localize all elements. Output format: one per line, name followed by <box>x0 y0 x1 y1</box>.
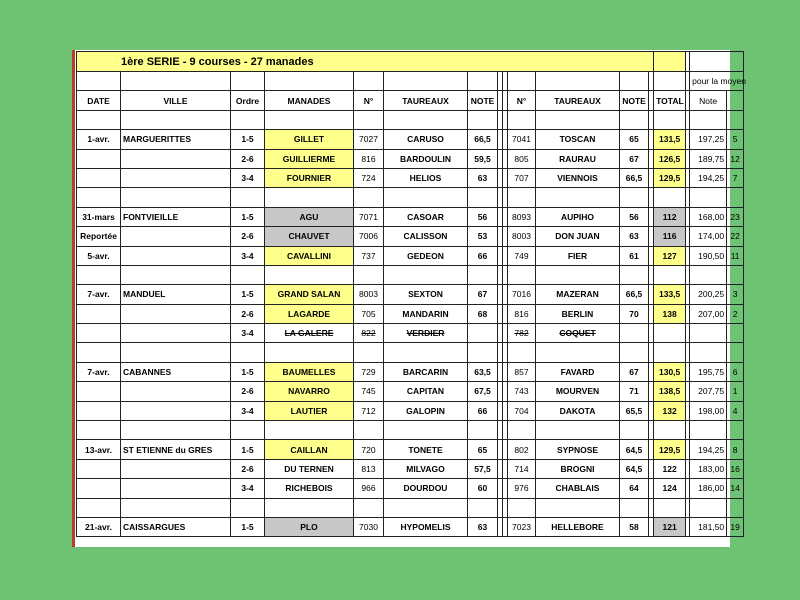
taureau-1-name-cell: VERDIER <box>384 324 468 343</box>
table-row <box>77 285 744 304</box>
taureau-2-number-cell: 805 <box>508 149 536 168</box>
manade-cell: CHAUVET <box>265 227 354 246</box>
taureau-2-number-cell: 802 <box>508 440 536 459</box>
rank-cell: 8 <box>727 440 744 459</box>
manade-cell: LAUTIER <box>265 401 354 420</box>
average-cell: 198,00 <box>690 401 727 420</box>
note-1-cell: 56 <box>468 207 498 226</box>
taureau-1-number-cell: 822 <box>354 324 384 343</box>
rank-cell: 5 <box>727 130 744 149</box>
header-note: Note <box>690 91 727 110</box>
header-ville: VILLE <box>121 91 231 110</box>
note-1-cell: 60 <box>468 479 498 498</box>
taureau-1-name-cell: DOURDOU <box>384 479 468 498</box>
ville-cell <box>121 168 231 187</box>
taureau-1-number-cell: 720 <box>354 440 384 459</box>
date-cell <box>77 168 121 187</box>
table-row <box>77 130 744 149</box>
note-1-cell: 65 <box>468 440 498 459</box>
taureau-1-name-cell: CAPITAN <box>384 382 468 401</box>
average-cell: 194,25 <box>690 440 727 459</box>
results-table <box>76 51 744 537</box>
average-cell: 181,50 <box>690 517 727 536</box>
manade-cell: BAUMELLES <box>265 362 354 381</box>
taureau-2-name-cell: DON JUAN <box>536 227 620 246</box>
taureau-2-name-cell: FIER <box>536 246 620 265</box>
taureau-1-number-cell: 7030 <box>354 517 384 536</box>
manade-cell: GUILLIERME <box>265 149 354 168</box>
taureau-1-name-cell: CASOAR <box>384 207 468 226</box>
taureau-2-name-cell: MAZERAN <box>536 285 620 304</box>
taureau-2-name-cell: SYPNOSE <box>536 440 620 459</box>
note-1-cell: 66,5 <box>468 130 498 149</box>
date-cell <box>77 324 121 343</box>
ordre-cell: 1-5 <box>231 130 265 149</box>
taureau-2-name-cell: MOURVEN <box>536 382 620 401</box>
table-row <box>77 362 744 381</box>
taureau-1-name-cell: HELIOS <box>384 168 468 187</box>
note-1-cell: 67 <box>468 285 498 304</box>
table-row <box>77 324 744 343</box>
manade-cell: PLO <box>265 517 354 536</box>
taureau-1-number-cell: 745 <box>354 382 384 401</box>
taureau-1-name-cell: SEXTON <box>384 285 468 304</box>
header-note-2: NOTE <box>620 91 649 110</box>
taureau-1-number-cell: 7027 <box>354 130 384 149</box>
note-1-cell: 68 <box>468 304 498 323</box>
total-cell: 138 <box>654 304 686 323</box>
date-cell: 31-mars <box>77 207 121 226</box>
taureau-1-name-cell: CALISSON <box>384 227 468 246</box>
rank-cell: 4 <box>727 401 744 420</box>
ville-cell: ST ETIENNE du GRES <box>121 440 231 459</box>
note-1-cell: 57,5 <box>468 459 498 478</box>
header-taureaux-2: TAUREAUX <box>536 91 620 110</box>
average-cell: 174,00 <box>690 227 727 246</box>
rank-cell: 12 <box>727 149 744 168</box>
taureau-2-name-cell: VIENNOIS <box>536 168 620 187</box>
average-cell: 183,00 <box>690 459 727 478</box>
manade-cell: RICHEBOIS <box>265 479 354 498</box>
taureau-1-name-cell: HYPOMELIS <box>384 517 468 536</box>
taureau-2-name-cell: BROGNI <box>536 459 620 478</box>
date-cell: 7-avr. <box>77 362 121 381</box>
total-cell: 130,5 <box>654 362 686 381</box>
note-1-cell: 63 <box>468 517 498 536</box>
rank-cell: 1 <box>727 382 744 401</box>
average-cell: 194,25 <box>690 168 727 187</box>
taureau-2-number-cell: 7041 <box>508 130 536 149</box>
manade-cell: GRAND SALAN <box>265 285 354 304</box>
ville-cell <box>121 227 231 246</box>
manade-cell: AGU <box>265 207 354 226</box>
ordre-cell: 3-4 <box>231 324 265 343</box>
taureau-1-number-cell: 7006 <box>354 227 384 246</box>
taureau-2-number-cell: 749 <box>508 246 536 265</box>
table-row <box>77 401 744 420</box>
average-cell: 189,75 <box>690 149 727 168</box>
note-2-cell: 64,5 <box>620 440 649 459</box>
table-row <box>77 168 744 187</box>
header-num-1: N° <box>354 91 384 110</box>
taureau-2-name-cell: CHABLAIS <box>536 479 620 498</box>
date-cell: 7-avr. <box>77 285 121 304</box>
average-cell: 168,00 <box>690 207 727 226</box>
taureau-1-name-cell: BARCARIN <box>384 362 468 381</box>
note-1-cell: 63,5 <box>468 362 498 381</box>
spacer-row <box>77 188 744 207</box>
spacer-row <box>77 498 744 517</box>
taureau-2-name-cell: FAVARD <box>536 362 620 381</box>
date-cell <box>77 401 121 420</box>
spacer-row <box>77 421 744 440</box>
header-manades: MANADES <box>265 91 354 110</box>
table-row <box>77 459 744 478</box>
ville-cell <box>121 401 231 420</box>
date-cell <box>77 459 121 478</box>
taureau-2-name-cell: AUPIHO <box>536 207 620 226</box>
ville-cell: CAISSARGUES <box>121 517 231 536</box>
average-cell: 197,25 <box>690 130 727 149</box>
table-row <box>77 382 744 401</box>
table-row <box>77 440 744 459</box>
ville-cell <box>121 324 231 343</box>
ville-cell: FONTVIEILLE <box>121 207 231 226</box>
manade-cell: CAVALLINI <box>265 246 354 265</box>
spacer-row <box>77 110 744 129</box>
taureau-2-name-cell: BERLIN <box>536 304 620 323</box>
manade-cell: CAILLAN <box>265 440 354 459</box>
taureau-1-number-cell: 966 <box>354 479 384 498</box>
ville-cell <box>121 382 231 401</box>
average-cell: 190,50 <box>690 246 727 265</box>
ordre-cell: 3-4 <box>231 168 265 187</box>
taureau-1-name-cell: TONETE <box>384 440 468 459</box>
note-1-cell: 67,5 <box>468 382 498 401</box>
taureau-1-number-cell: 7071 <box>354 207 384 226</box>
average-cell: 195,75 <box>690 362 727 381</box>
note-2-cell: 56 <box>620 207 649 226</box>
total-cell: 132 <box>654 401 686 420</box>
taureau-1-number-cell: 8003 <box>354 285 384 304</box>
taureau-2-number-cell: 976 <box>508 479 536 498</box>
taureau-2-name-cell: HELLEBORE <box>536 517 620 536</box>
note-2-cell: 71 <box>620 382 649 401</box>
rank-cell: 7 <box>727 168 744 187</box>
pre-header-row <box>77 72 744 91</box>
total-cell: 126,5 <box>654 149 686 168</box>
table-row <box>77 479 744 498</box>
header-row <box>77 91 744 110</box>
date-cell <box>77 149 121 168</box>
taureau-2-name-cell: DAKOTA <box>536 401 620 420</box>
taureau-1-number-cell: 712 <box>354 401 384 420</box>
date-cell: Reportée <box>77 227 121 246</box>
ville-cell <box>121 304 231 323</box>
rank-cell: 22 <box>727 227 744 246</box>
date-cell <box>77 479 121 498</box>
ordre-cell: 1-5 <box>231 207 265 226</box>
ville-cell <box>121 149 231 168</box>
taureau-2-name-cell: TOSCAN <box>536 130 620 149</box>
rank-cell <box>727 324 744 343</box>
rank-cell: 3 <box>727 285 744 304</box>
taureau-1-name-cell: CARUSO <box>384 130 468 149</box>
note-2-cell: 67 <box>620 149 649 168</box>
taureau-1-name-cell: GALOPIN <box>384 401 468 420</box>
header-taureaux-1: TAUREAUX <box>384 91 468 110</box>
note-2-cell <box>620 324 649 343</box>
taureau-1-number-cell: 737 <box>354 246 384 265</box>
manade-cell: FOURNIER <box>265 168 354 187</box>
rank-cell: 6 <box>727 362 744 381</box>
ordre-cell: 2-6 <box>231 459 265 478</box>
total-cell: 127 <box>654 246 686 265</box>
total-cell: 129,5 <box>654 440 686 459</box>
total-cell: 131,5 <box>654 130 686 149</box>
spreadsheet-sheet <box>72 50 746 547</box>
ordre-cell: 1-5 <box>231 285 265 304</box>
ville-cell <box>121 246 231 265</box>
date-cell <box>77 382 121 401</box>
ordre-cell: 3-4 <box>231 479 265 498</box>
table-row <box>77 207 744 226</box>
note-1-cell: 66 <box>468 401 498 420</box>
total-cell <box>654 324 686 343</box>
series-title: 1ère SERIE - 9 courses - 27 manades <box>77 52 654 72</box>
taureau-2-number-cell: 743 <box>508 382 536 401</box>
taureau-1-name-cell: GEDEON <box>384 246 468 265</box>
total-cell: 112 <box>654 207 686 226</box>
date-cell: 5-avr. <box>77 246 121 265</box>
taureau-1-name-cell: MILVAGO <box>384 459 468 478</box>
taureau-1-number-cell: 729 <box>354 362 384 381</box>
taureau-2-number-cell: 704 <box>508 401 536 420</box>
note-2-cell: 58 <box>620 517 649 536</box>
spacer-row <box>77 343 744 362</box>
sheet-left-border <box>72 50 75 547</box>
date-cell: 1-avr. <box>77 130 121 149</box>
ville-cell: MANDUEL <box>121 285 231 304</box>
average-cell: 200,25 <box>690 285 727 304</box>
note-2-cell: 66,5 <box>620 168 649 187</box>
taureau-2-number-cell: 782 <box>508 324 536 343</box>
ordre-cell: 1-5 <box>231 440 265 459</box>
ville-cell: CABANNES <box>121 362 231 381</box>
total-cell: 138,5 <box>654 382 686 401</box>
ordre-cell: 3-4 <box>231 401 265 420</box>
total-cell: 116 <box>654 227 686 246</box>
date-cell <box>77 304 121 323</box>
taureau-2-number-cell: 714 <box>508 459 536 478</box>
ordre-cell: 3-4 <box>231 246 265 265</box>
rank-cell: 14 <box>727 479 744 498</box>
taureau-1-name-cell: MANDARIN <box>384 304 468 323</box>
ordre-cell: 2-6 <box>231 149 265 168</box>
rank-cell: 16 <box>727 459 744 478</box>
ordre-cell: 2-6 <box>231 382 265 401</box>
note-2-cell: 64 <box>620 479 649 498</box>
date-cell: 21-avr. <box>77 517 121 536</box>
manade-cell: LAGARDE <box>265 304 354 323</box>
taureau-1-number-cell: 705 <box>354 304 384 323</box>
average-cell: 207,00 <box>690 304 727 323</box>
rank-cell: 2 <box>727 304 744 323</box>
taureau-2-name-cell: RAURAU <box>536 149 620 168</box>
ville-cell: MARGUERITTES <box>121 130 231 149</box>
total-cell: 133,5 <box>654 285 686 304</box>
header-num-2: N° <box>508 91 536 110</box>
rank-cell: 19 <box>727 517 744 536</box>
table-row <box>77 149 744 168</box>
ordre-cell: 2-6 <box>231 304 265 323</box>
header-date: DATE <box>77 91 121 110</box>
note-2-cell: 64,5 <box>620 459 649 478</box>
note-2-cell: 67 <box>620 362 649 381</box>
note-2-cell: 65,5 <box>620 401 649 420</box>
ville-cell <box>121 479 231 498</box>
table-row <box>77 304 744 323</box>
average-cell: 186,00 <box>690 479 727 498</box>
note-2-cell: 61 <box>620 246 649 265</box>
taureau-2-number-cell: 7023 <box>508 517 536 536</box>
spacer-row <box>77 265 744 284</box>
taureau-2-number-cell: 857 <box>508 362 536 381</box>
table-row <box>77 517 744 536</box>
rank-cell: 23 <box>727 207 744 226</box>
ordre-cell: 2-6 <box>231 227 265 246</box>
taureau-2-number-cell: 707 <box>508 168 536 187</box>
note-2-cell: 66,5 <box>620 285 649 304</box>
note-1-cell: 53 <box>468 227 498 246</box>
manade-cell: NAVARRO <box>265 382 354 401</box>
ordre-cell: 1-5 <box>231 362 265 381</box>
taureau-1-number-cell: 816 <box>354 149 384 168</box>
taureau-2-number-cell: 8003 <box>508 227 536 246</box>
taureau-2-number-cell: 816 <box>508 304 536 323</box>
header-total: TOTAL <box>654 91 686 110</box>
note-1-cell: 59,5 <box>468 149 498 168</box>
taureau-2-name-cell: COQUET <box>536 324 620 343</box>
total-cell: 129,5 <box>654 168 686 187</box>
ordre-cell: 1-5 <box>231 517 265 536</box>
note-2-cell: 63 <box>620 227 649 246</box>
table-row <box>77 246 744 265</box>
average-note-label: pour la moyen <box>690 72 744 91</box>
taureau-2-number-cell: 7016 <box>508 285 536 304</box>
table-row <box>77 227 744 246</box>
taureau-2-number-cell: 8093 <box>508 207 536 226</box>
note-2-cell: 65 <box>620 130 649 149</box>
total-cell: 122 <box>654 459 686 478</box>
total-cell: 121 <box>654 517 686 536</box>
average-cell <box>690 324 727 343</box>
title-row <box>77 52 744 72</box>
total-cell: 124 <box>654 479 686 498</box>
note-1-cell: 63 <box>468 168 498 187</box>
note-1-cell <box>468 324 498 343</box>
taureau-1-name-cell: BARDOULIN <box>384 149 468 168</box>
average-cell: 207,75 <box>690 382 727 401</box>
manade-cell: DU TERNEN <box>265 459 354 478</box>
note-2-cell: 70 <box>620 304 649 323</box>
manade-cell: GILLET <box>265 130 354 149</box>
note-1-cell: 66 <box>468 246 498 265</box>
header-note-1: NOTE <box>468 91 498 110</box>
header-ordre: Ordre <box>231 91 265 110</box>
taureau-1-number-cell: 813 <box>354 459 384 478</box>
ville-cell <box>121 459 231 478</box>
manade-cell: LA GALERE <box>265 324 354 343</box>
taureau-1-number-cell: 724 <box>354 168 384 187</box>
date-cell: 13-avr. <box>77 440 121 459</box>
rank-cell: 11 <box>727 246 744 265</box>
